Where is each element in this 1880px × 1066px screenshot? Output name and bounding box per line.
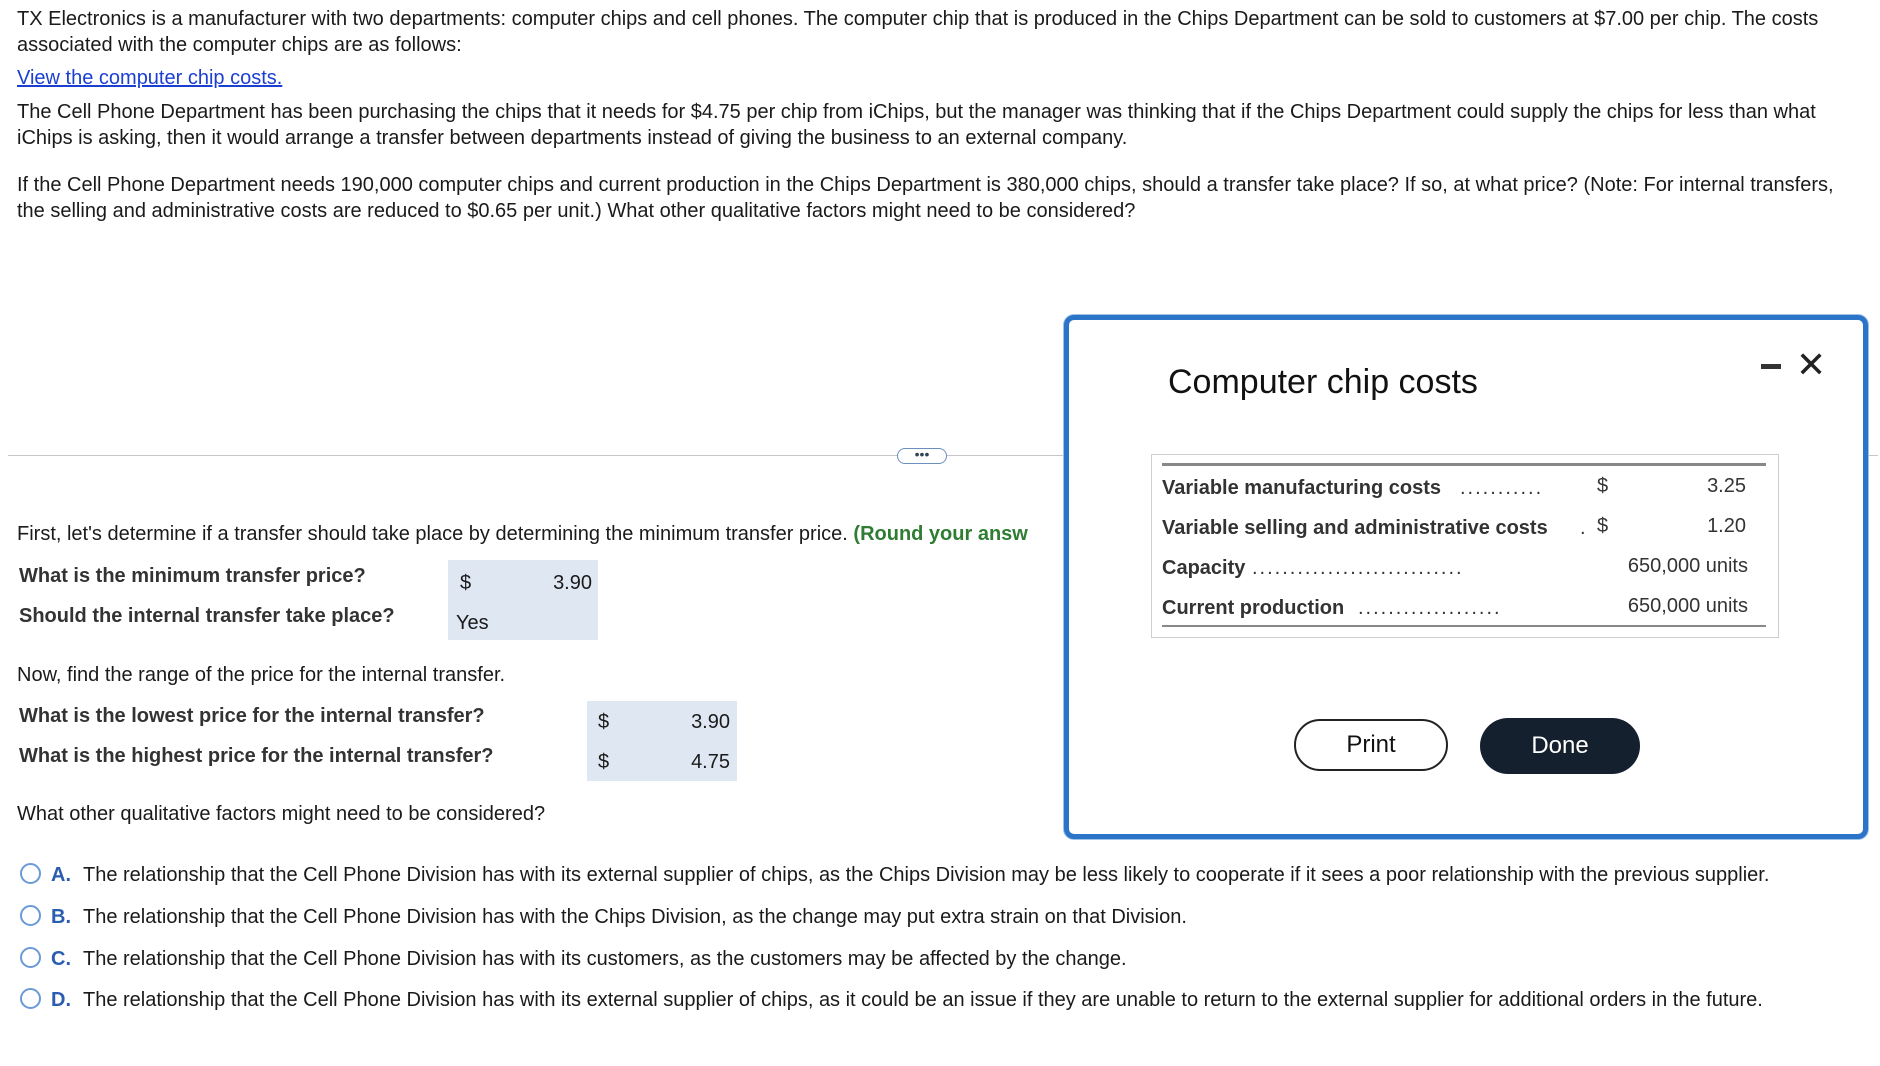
currency-symbol: $ [598, 711, 610, 733]
option-text: The relationship that the Cell Phone Division has with the Chips Division, as the change may put extra strain on that Division. [83, 906, 1187, 928]
expand-ellipsis-button[interactable]: ••• [897, 448, 947, 464]
radio-option-b[interactable] [20, 905, 41, 926]
cost-value: 3.25 [1707, 475, 1746, 497]
table-top-rule [1162, 463, 1766, 466]
highest-price-label: What is the highest price for the internal transfer? [19, 745, 494, 767]
close-icon[interactable]: ✕ [1796, 344, 1827, 385]
cost-value: 650,000 units [1627, 595, 1748, 617]
min-transfer-price-input[interactable]: 3.90 [553, 572, 592, 594]
radio-option-a[interactable] [20, 863, 41, 884]
lowest-price-input[interactable]: 3.90 [691, 711, 730, 733]
part1-instruction [17, 523, 1062, 546]
cost-label: Current production [1162, 597, 1345, 619]
cost-row [1162, 469, 1766, 507]
computer-chip-costs-dialog [1064, 315, 1868, 839]
rounding-note: (Round your answ [853, 523, 1028, 545]
option-c[interactable] [20, 946, 1127, 972]
option-text: The relationship that the Cell Phone Division has with its customers, as the customers may be affected by the change. [83, 948, 1127, 970]
option-letter: C. [51, 948, 71, 970]
part2-instruction: Now, find the range of the price for the internal transfer. [17, 664, 506, 686]
option-b[interactable] [20, 904, 1187, 930]
print-button[interactable]: Print [1294, 719, 1448, 771]
cost-dollar: $ [1597, 475, 1609, 497]
cost-label: Variable manufacturing costs [1162, 477, 1441, 499]
view-costs-link[interactable]: View the computer chip costs. [17, 67, 283, 89]
transfer-decision-label: Should the internal transfer take place? [19, 605, 395, 627]
cost-row [1162, 509, 1766, 547]
currency-symbol: $ [598, 751, 610, 773]
option-letter: A. [51, 864, 71, 886]
table-bottom-rule [1162, 625, 1766, 627]
problem-paragraph-2: The Cell Phone Department has been purchasing the chips that it needs for $4.75 per chip from iChips, but the manager was thinking that if the Chips Department could supply the chips for less than what iChips is asking, then it would arrange a transfer between departments instead of giving the business to an external company. [17, 101, 1816, 149]
cost-row [1162, 589, 1766, 627]
currency-symbol: $ [460, 572, 472, 594]
leader-dots: ........... [1460, 477, 1544, 499]
part1-instruction-text: First, let's determine if a transfer should take place by determining the minimum transfer price. [17, 523, 848, 545]
option-text: The relationship that the Cell Phone Division has with its external supplier of chips, as the Chips Division may be less likely to cooperate if it sees a poor relationship with the previous supplier. [83, 864, 1770, 886]
option-a[interactable] [20, 862, 1769, 888]
option-d[interactable] [20, 987, 1763, 1013]
option-letter: D. [51, 989, 71, 1011]
highest-price-input[interactable]: 4.75 [691, 751, 730, 773]
problem-paragraph-1: TX Electronics is a manufacturer with two departments: computer chips and cell phones. The computer chip that is produced in the Chips Department can be sold to customers at $7.00 per chip. The costs associated with the computer chips are as follows: [17, 8, 1819, 56]
cost-value: 1.20 [1707, 515, 1746, 537]
done-button[interactable]: Done [1480, 718, 1640, 774]
radio-option-c[interactable] [20, 947, 41, 968]
cost-label: Variable selling and administrative costs [1162, 517, 1548, 539]
min-transfer-price-label: What is the minimum transfer price? [19, 565, 366, 587]
cost-row [1162, 549, 1766, 587]
leader-dots: ............................ [1252, 557, 1464, 579]
lowest-price-label: What is the lowest price for the internal transfer? [19, 705, 485, 727]
option-letter: B. [51, 906, 71, 928]
qualitative-question: What other qualitative factors might need to be considered? [17, 803, 546, 825]
problem-paragraph-3: If the Cell Phone Department needs 190,000 computer chips and current production in the Chips Department is 380,000 chips, should a transfer take place? If so, at what price? (Note: For internal transfers, the selling and administrative costs are reduced to $0.65 per unit.) What other qualitative factors might need to be considered? [17, 174, 1834, 222]
cost-dollar: $ [1597, 515, 1609, 537]
leader-dots: ................... [1358, 597, 1502, 619]
radio-option-d[interactable] [20, 988, 41, 1009]
cost-table [1151, 454, 1779, 638]
dialog-title: Computer chip costs [1168, 363, 1478, 401]
cost-label: Capacity [1162, 557, 1246, 579]
leader-dots: . [1580, 517, 1588, 539]
minimize-icon[interactable] [1761, 364, 1781, 369]
option-text: The relationship that the Cell Phone Division has with its external supplier of chips, as it could be an issue if they are unable to return to the external supplier for additional orders in the future. [83, 989, 1763, 1011]
cost-value: 650,000 units [1627, 555, 1748, 577]
transfer-decision-select[interactable]: Yes [456, 612, 489, 634]
